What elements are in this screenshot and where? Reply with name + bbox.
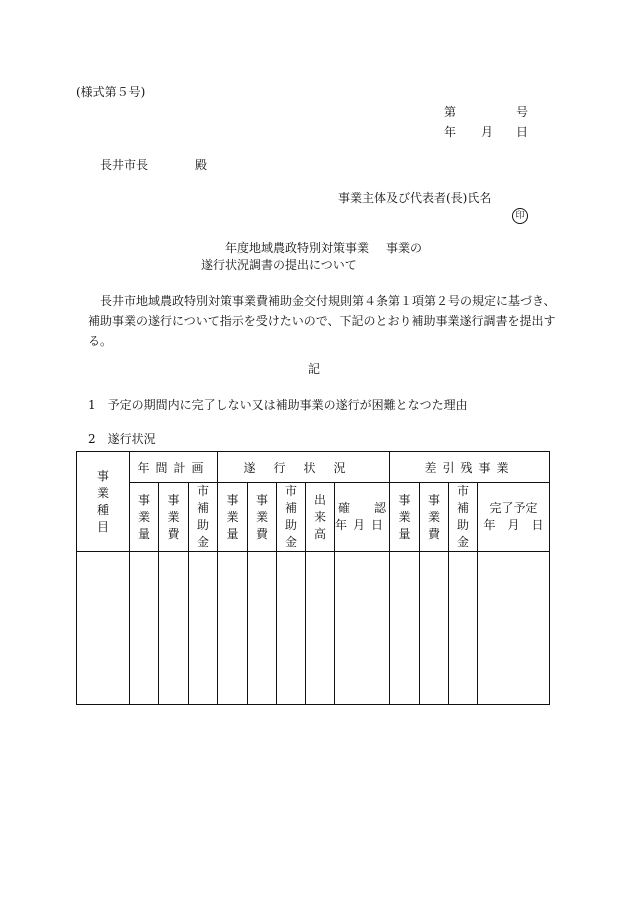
title-line1-b: 事業の <box>386 241 423 255</box>
plan-jigyoryo: 事 業 量 <box>130 483 159 552</box>
body-text: 長井市地域農政特別対策事業費補助金交付規則第４条第１項第２号の規定に基づき、補助事業の遂行について指示を受けたいので、下記のとおり補助事業遂行調書を提出する。 <box>88 294 556 348</box>
title-line2: 遂行状況調書の提出について <box>201 258 357 272</box>
progress-dekidaka: 出 来 高 <box>306 483 335 552</box>
jigyo-shumoku-label: 事 業 種 目 <box>96 468 109 534</box>
body-cell[interactable] <box>77 552 130 705</box>
addressee-name: 長井市長 <box>100 158 149 172</box>
remain-shihojokin: 市 補 助 金 <box>449 483 478 552</box>
remain-jigyoryo: 事 業 量 <box>390 483 420 552</box>
item-2: 2 遂行状況 <box>88 432 156 446</box>
doc-number-go: 号 <box>516 105 529 119</box>
progress-jigyoryo: 事 業 量 <box>218 483 248 552</box>
progress-kakunin: 確 認 年月日 <box>335 483 390 552</box>
applicant-label: 事業主体及び代表者(長)氏名 <box>338 191 492 205</box>
body-cell[interactable] <box>248 552 277 705</box>
form-number: (様式第５号) <box>76 85 146 99</box>
remain-jigyohi: 事 業 費 <box>420 483 449 552</box>
progress-jigyohi: 事 業 費 <box>248 483 277 552</box>
plan-jigyohi: 事 業 費 <box>159 483 189 552</box>
plan-shihojokin: 市 補 助 金 <box>189 483 218 552</box>
body-cell[interactable] <box>306 552 335 705</box>
doc-number-dai: 第 <box>444 105 457 119</box>
body-cell[interactable] <box>130 552 159 705</box>
body-cell[interactable] <box>335 552 390 705</box>
date-year: 年 <box>444 125 457 139</box>
ki-heading: 記 <box>308 362 321 376</box>
body-cell[interactable] <box>189 552 218 705</box>
date-day: 日 <box>516 125 529 139</box>
body-cell[interactable] <box>277 552 306 705</box>
status-table <box>76 451 550 705</box>
remain-kanryo-yotei: 完了予定 年 月 日 <box>478 483 550 552</box>
body-cell[interactable] <box>449 552 478 705</box>
progress-shihojokin: 市 補 助 金 <box>277 483 306 552</box>
title-line1-a: 年度地域農政特別対策事業 <box>225 241 370 255</box>
header-remaining: 差引残事業 <box>390 452 550 483</box>
body-cell[interactable] <box>159 552 189 705</box>
header-plan: 年間計画 <box>130 452 218 483</box>
header-progress: 遂行状況 <box>218 452 390 483</box>
item-1: 1 予定の期間内に完了しない又は補助事業の遂行が困難となつた理由 <box>88 398 468 412</box>
body-paragraph <box>88 291 558 351</box>
body-cell[interactable] <box>218 552 248 705</box>
body-cell[interactable] <box>420 552 449 705</box>
date-month: 月 <box>481 125 494 139</box>
body-cell[interactable] <box>390 552 420 705</box>
addressee-honorific: 殿 <box>195 158 208 172</box>
header-jigyo-shumoku <box>77 452 130 552</box>
body-cell[interactable] <box>478 552 550 705</box>
seal-mark: 印 <box>512 208 528 224</box>
